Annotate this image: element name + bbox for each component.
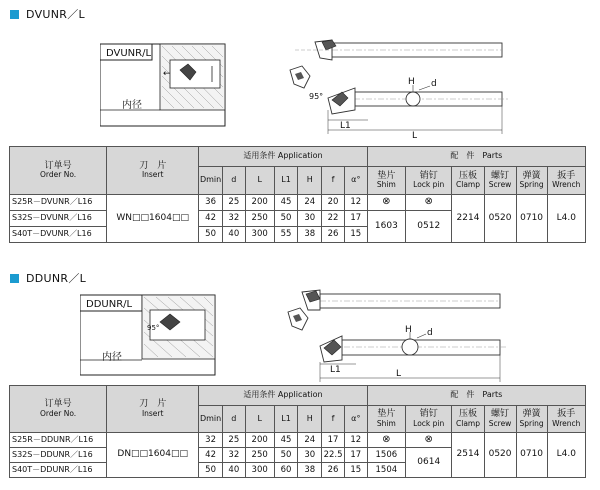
- table-row: [10, 195, 586, 211]
- schematic-box: [100, 44, 225, 126]
- order-no: S40T－DVUNR／L16: [10, 227, 107, 243]
- part-header: 螺钉 Screw: [484, 167, 516, 195]
- cell: 200: [245, 195, 274, 211]
- param-header: L1: [274, 406, 298, 433]
- wrench-value: L4.0: [547, 195, 585, 243]
- spring-value: 0710: [516, 433, 547, 478]
- cell: 12: [344, 195, 367, 211]
- shim-cross-icon: ⊗: [367, 195, 405, 211]
- cell: 15: [344, 463, 367, 478]
- wrench-value: L4.0: [547, 433, 585, 478]
- insert-header: 刀 片 Insert: [107, 147, 199, 195]
- cell: 17: [344, 448, 367, 463]
- cell: 38: [298, 227, 322, 243]
- schematic-box: [80, 295, 215, 375]
- shim-value: 1603: [367, 211, 405, 243]
- cell: 300: [245, 463, 274, 478]
- part-header: 压板 Clamp: [452, 167, 484, 195]
- l-label: L: [396, 369, 402, 379]
- cell: 200: [245, 433, 274, 448]
- insert-value: WN□□1604□□: [107, 195, 199, 243]
- param-header: d: [222, 406, 245, 433]
- lockpin-value: 0512: [405, 211, 452, 243]
- d-label: d: [427, 328, 433, 338]
- cell: 55: [274, 227, 298, 243]
- order-header: 订单号 Order No.: [10, 147, 107, 195]
- l1-label: L1: [330, 365, 341, 375]
- order-no: S32S－DDUNR／L16: [10, 448, 107, 463]
- order-header: 订单号 Order No.: [10, 386, 107, 433]
- part-header: 弹簧 Spring: [516, 167, 547, 195]
- tool-top-view: [302, 290, 500, 310]
- d-label: d: [431, 79, 437, 89]
- insert-header: 刀 片 Insert: [107, 386, 199, 433]
- part-header: 销钉 Lock pin: [405, 406, 452, 433]
- section-header-dvunr: [10, 6, 85, 22]
- cell: 26: [322, 227, 345, 243]
- clamp-value: 2514: [452, 433, 484, 478]
- cell: 26: [322, 463, 345, 478]
- angle-label: 95°: [147, 324, 160, 332]
- cell: 50: [274, 448, 298, 463]
- shim-value: 1504: [367, 463, 405, 478]
- part-header: 弹簧 Spring: [516, 406, 547, 433]
- part-header: 压板 Clamp: [452, 406, 484, 433]
- param-header: L1: [274, 167, 298, 195]
- spec-table-dvunr: [9, 146, 586, 243]
- lockpin-cross-icon: ⊗: [405, 195, 452, 211]
- section-title: DVUNR／L: [26, 8, 85, 21]
- order-no: S25R－DVUNR／L16: [10, 195, 107, 211]
- cell: 17: [322, 433, 345, 448]
- part-header: 销钉 Lock pin: [405, 167, 452, 195]
- cell: 20: [322, 195, 345, 211]
- param-header: H: [298, 406, 322, 433]
- cell: 42: [199, 211, 223, 227]
- cell: 32: [222, 448, 245, 463]
- cell: 25: [222, 195, 245, 211]
- cell: 250: [245, 448, 274, 463]
- cell: 50: [199, 227, 223, 243]
- order-no: S40T－DDUNR／L16: [10, 463, 107, 478]
- cell: 30: [298, 211, 322, 227]
- param-header: Dmin: [199, 406, 223, 433]
- cell: 300: [245, 227, 274, 243]
- cell: 60: [274, 463, 298, 478]
- tool-head-view: [288, 308, 308, 330]
- spring-value: 0710: [516, 195, 547, 243]
- cell: 32: [222, 211, 245, 227]
- cell: 36: [199, 195, 223, 211]
- spec-table-ddunr: [9, 385, 586, 478]
- cell: 40: [222, 227, 245, 243]
- cell: 22: [322, 211, 345, 227]
- part-header: 螺钉 Screw: [484, 406, 516, 433]
- schematic-box-title: DDUNR/L: [86, 299, 133, 310]
- section-title: DDUNR／L: [26, 272, 87, 285]
- shim-value: 1506: [367, 448, 405, 463]
- h-label: H: [405, 325, 412, 335]
- param-header: d: [222, 167, 245, 195]
- cell: 50: [199, 463, 223, 478]
- cell: 24: [298, 195, 322, 211]
- param-header: f: [322, 167, 345, 195]
- section-marker-icon: [10, 10, 19, 19]
- param-header: Dmin: [199, 167, 223, 195]
- application-header: 适用条件 Application: [199, 147, 368, 167]
- table-row: [10, 433, 586, 448]
- screw-value: 0520: [484, 195, 516, 243]
- part-header: 垫片 Shim: [367, 167, 405, 195]
- cell: 30: [298, 448, 322, 463]
- part-header: 扳手 Wrench: [547, 167, 585, 195]
- application-header: 适用条件 Application: [199, 386, 368, 406]
- tool-drawing-ddunr: [80, 280, 580, 395]
- param-header: L: [245, 406, 274, 433]
- schematic-box-label: 内径: [102, 352, 122, 363]
- shim-cross-icon: ⊗: [367, 433, 405, 448]
- section-header-ddunr: [10, 270, 86, 286]
- param-header: f: [322, 406, 345, 433]
- l1-label: L1: [340, 121, 351, 131]
- insert-value: DN□□1604□□: [107, 433, 199, 478]
- schematic-box-title: DVUNR/L: [106, 48, 152, 59]
- feed-arrow: ←: [163, 69, 171, 79]
- part-header: 垫片 Shim: [367, 406, 405, 433]
- cell: 15: [344, 227, 367, 243]
- lockpin-value: 0614: [405, 448, 452, 478]
- cell: 22.5: [322, 448, 345, 463]
- tool-head-view: [290, 66, 310, 88]
- param-header: L: [245, 167, 274, 195]
- cell: 24: [298, 433, 322, 448]
- screw-value: 0520: [484, 433, 516, 478]
- cell: 12: [344, 433, 367, 448]
- angle-label: 95°: [309, 92, 324, 101]
- tool-side-view: [309, 77, 510, 141]
- section-marker-icon: [10, 274, 19, 283]
- parts-header: 配 件 Parts: [367, 147, 585, 167]
- cell: 250: [245, 211, 274, 227]
- cell: 38: [298, 463, 322, 478]
- l-label: L: [412, 131, 418, 141]
- cell: 25: [222, 433, 245, 448]
- tool-top-view: [295, 40, 502, 60]
- part-header: 扳手 Wrench: [547, 406, 585, 433]
- parts-header: 配 件 Parts: [367, 386, 585, 406]
- lockpin-cross-icon: ⊗: [405, 433, 452, 448]
- cell: 45: [274, 195, 298, 211]
- cell: 45: [274, 433, 298, 448]
- order-no: S32S－DVUNR／L16: [10, 211, 107, 227]
- cell: 50: [274, 211, 298, 227]
- tool-side-view: [320, 325, 508, 382]
- cell: 32: [199, 433, 223, 448]
- h-label: H: [408, 77, 415, 87]
- cell: 42: [199, 448, 223, 463]
- clamp-value: 2214: [452, 195, 484, 243]
- param-header: α°: [344, 167, 367, 195]
- cell: 17: [344, 211, 367, 227]
- cell: 40: [222, 463, 245, 478]
- param-header: α°: [344, 406, 367, 433]
- order-no: S25R－DDUNR／L16: [10, 433, 107, 448]
- schematic-box-label: 内径: [122, 100, 142, 111]
- param-header: H: [298, 167, 322, 195]
- tool-drawing-dvunr: [100, 30, 600, 145]
